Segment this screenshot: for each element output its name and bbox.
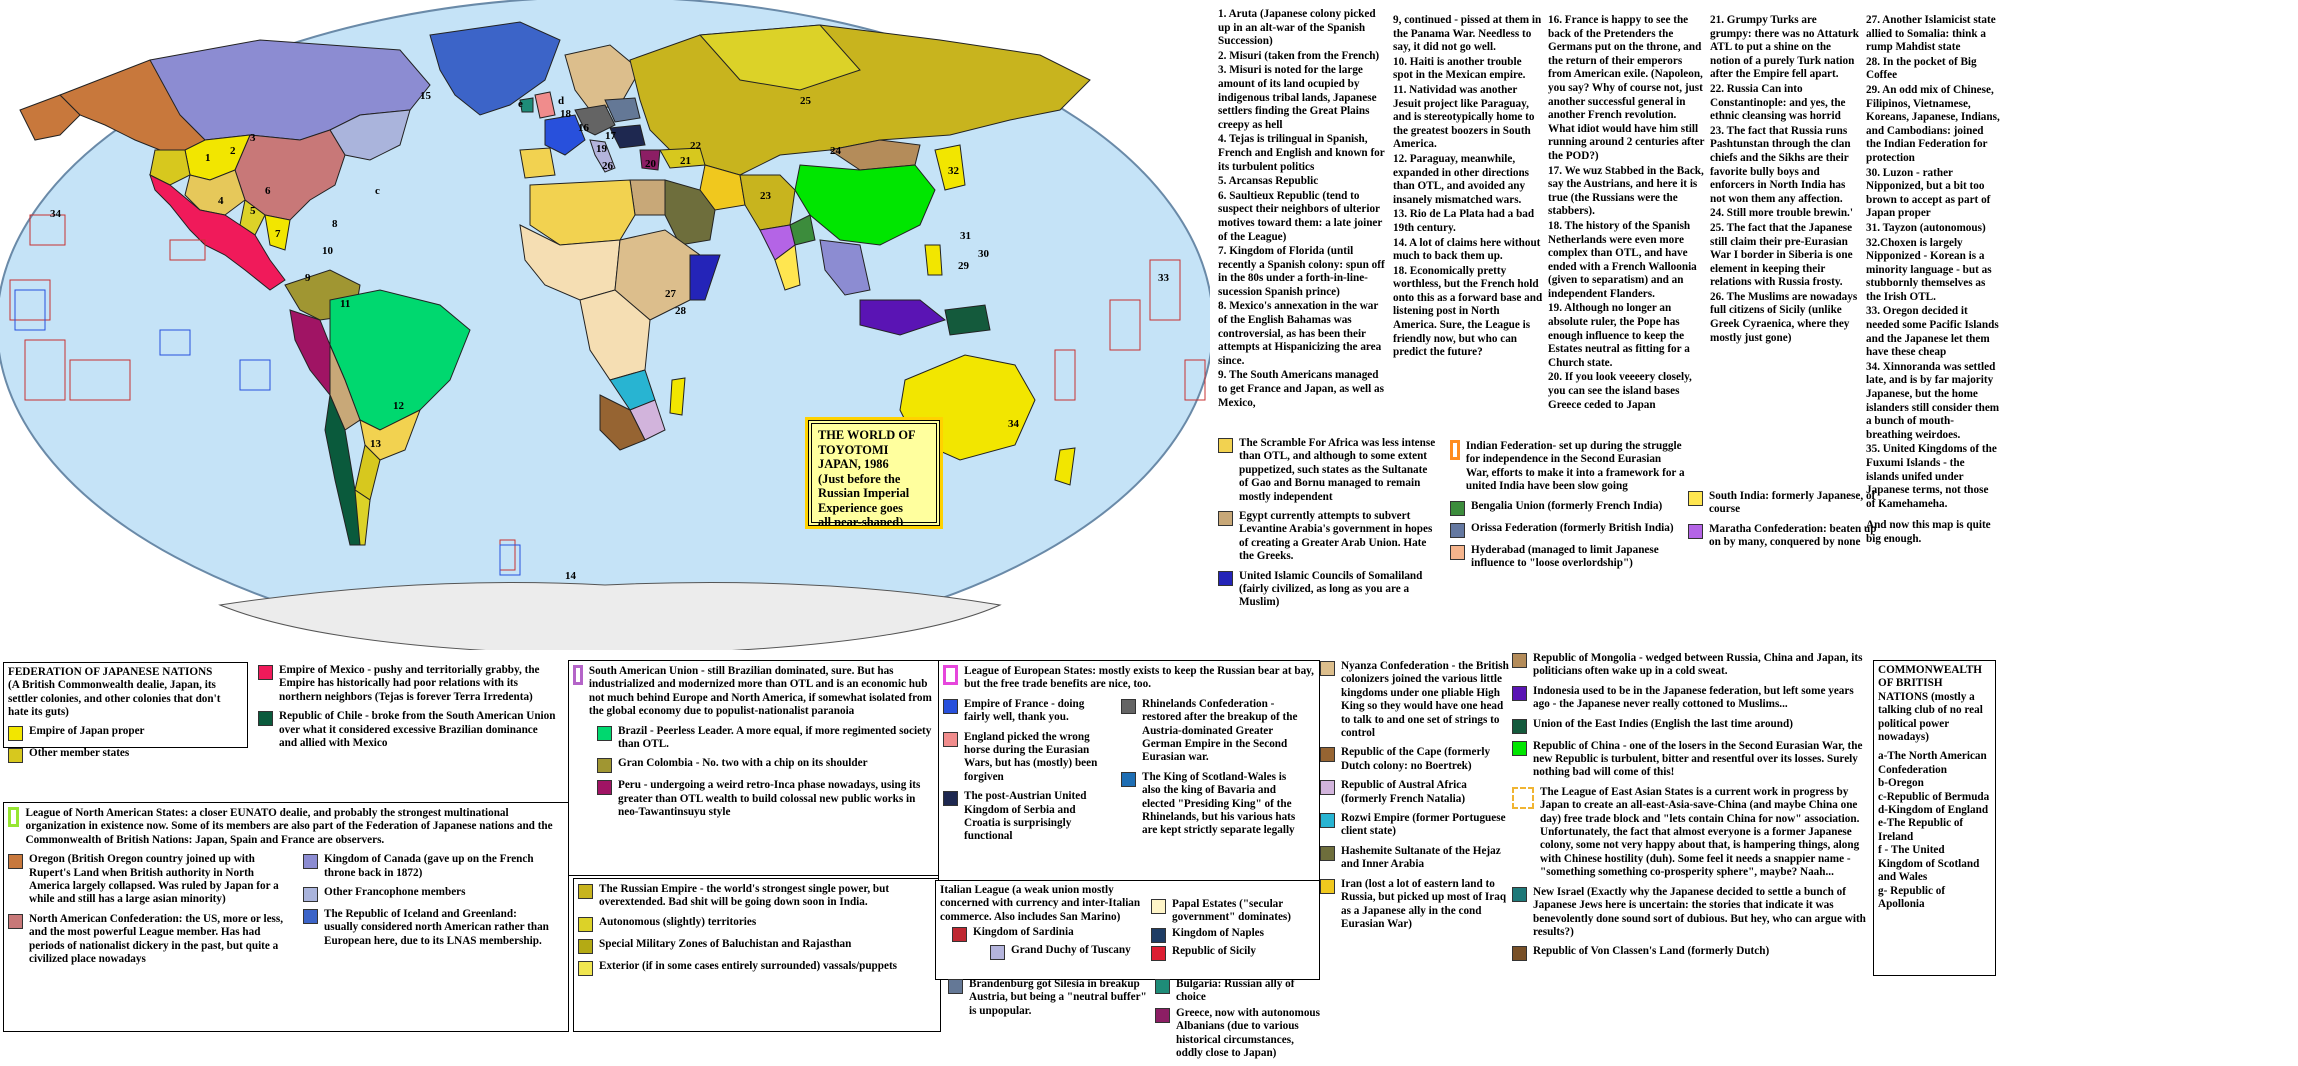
legend-row bbox=[1450, 544, 1685, 571]
map-label: 2 bbox=[230, 145, 236, 157]
swatch-outline bbox=[943, 665, 958, 685]
note: 18. Economically pretty worthless, but the French hold onto this as a forward base and listening post in North America. Sure, the League is friendly now, but who can predict the future? bbox=[1393, 264, 1543, 359]
legend-row bbox=[1320, 660, 1510, 740]
note: 27. Another Islamicist state allied to Somalia: think a rump Mahdist state bbox=[1866, 14, 1996, 54]
swatch bbox=[578, 884, 593, 899]
map-label: 4 bbox=[218, 195, 224, 207]
legend-row bbox=[8, 853, 293, 907]
map-title-line: all pear-shaped) bbox=[818, 515, 904, 529]
legend-text: Exterior (if in some cases entirely surrounded) vassals/puppets bbox=[599, 959, 898, 972]
note: 26. The Muslims are nowadays full citizens of Sicily (unlike Greek Cyraenica, where they mostly just gone) bbox=[1710, 290, 1858, 344]
swatch bbox=[1512, 686, 1527, 701]
swatch bbox=[1512, 887, 1527, 902]
legend-text: Kingdom of Sardinia bbox=[973, 926, 1074, 939]
swatch bbox=[948, 979, 963, 994]
swatch bbox=[990, 945, 1005, 960]
egypt bbox=[630, 180, 665, 215]
swatch bbox=[578, 939, 593, 954]
note: 4. Tejas is trilingual in Spanish, French and English and known for its turbulent politics bbox=[1218, 133, 1385, 173]
swatch bbox=[8, 854, 23, 869]
map-label: 26 bbox=[602, 160, 613, 172]
map-label: 14 bbox=[565, 570, 576, 582]
legend-row bbox=[943, 731, 1113, 785]
notes-col-3 bbox=[1548, 14, 1705, 413]
swatch bbox=[1512, 653, 1527, 668]
notes-col-4 bbox=[1710, 14, 1860, 346]
legend-text: Republic of the Cape (formerly Dutch colony: no Boertrek) bbox=[1341, 746, 1491, 772]
legend-row bbox=[1512, 886, 1872, 940]
legend-text: Empire of Mexico - pushy and territorially grabby, the Empire has historically had poor relations with its northern neighbors (Tejas is forever Terra Irredenta) bbox=[279, 664, 540, 703]
legend-text: The King of Scotland-Wales is also the king of Bavaria and elected "Presiding King" of the Rhinelands, but his various hats are kept strictly separate legally bbox=[1142, 770, 1296, 837]
legend-text: Union of the East Indies (English the last time around) bbox=[1533, 717, 1793, 730]
legend-text: Iran (lost a lot of eastern land to Russia, but picked up most of Iraq as a Japanese ally in the cond Eurasian War) bbox=[1341, 877, 1507, 930]
legend-row bbox=[1512, 685, 1872, 712]
legend-text: Rhinelands Confederation - restored after the breakup of the Austria-dominated Greater German Empire in the Second Eurasian war. bbox=[1142, 697, 1298, 764]
russia-items bbox=[578, 883, 936, 976]
legend-row bbox=[1155, 1007, 1320, 1061]
swatch bbox=[597, 758, 612, 773]
legend-row bbox=[1121, 698, 1306, 765]
swatch bbox=[1151, 928, 1166, 943]
legend-text: Republic of China - one of the losers in the Second Eurasian War, the new Republic is turbulent, bitter and resentful over its losses. Surely nothing bad will come of this! bbox=[1533, 739, 1863, 779]
legend-text: Papal Estates ("secular government" dominates) bbox=[1172, 898, 1292, 924]
legend-text: Italian League (a weak union mostly concerned with currency and inter-Italian commerce. Also includes San Marino) bbox=[940, 884, 1141, 923]
legend-row bbox=[1320, 779, 1510, 806]
swatch bbox=[943, 732, 958, 747]
swatch bbox=[8, 748, 23, 763]
map-label: 27 bbox=[665, 288, 676, 300]
east-indies bbox=[945, 305, 990, 335]
legend-text: Republic of Von Classen's Land (formerly Dutch) bbox=[1533, 945, 1770, 958]
swatch bbox=[1320, 813, 1335, 828]
map-label: 9 bbox=[305, 272, 311, 284]
swatch bbox=[1688, 491, 1703, 506]
legend-text: Republic of Austral Africa (formerly French Natalia) bbox=[1341, 779, 1467, 805]
legend-text: Empire of Japan proper bbox=[29, 724, 145, 737]
map-label: 13 bbox=[370, 438, 381, 450]
legend-row bbox=[597, 779, 935, 819]
legend-text: League of North American States: a closer EUNATO dealie, and probably the strongest multinational organization in existence now. Some of its members are also part of the Federation of Japanese nations and the Commonwealth of British Nations: Japan, Spain and France are observers. bbox=[25, 807, 553, 846]
legend-row bbox=[1512, 740, 1872, 780]
map-label: 8 bbox=[332, 218, 338, 230]
antarctica bbox=[220, 583, 1000, 651]
swatch bbox=[1320, 846, 1335, 861]
legend-text: Maratha Confederation: beaten up on by many, conquered by none bbox=[1709, 522, 1877, 549]
legend-text: Hashemite Sultanate of the Hejaz and Inner Arabia bbox=[1341, 844, 1501, 871]
legend-text: South India: formerly Japanese, of course bbox=[1709, 490, 1876, 516]
legend-row bbox=[8, 725, 243, 741]
legend-text: Grand Duchy of Tuscany bbox=[1011, 944, 1131, 957]
north-africa bbox=[530, 180, 635, 245]
note: 29. An odd mix of Chinese, Filipinos, Vietnamese, Koreans, Japanese, Indians, and Cambodians: joined the Indian Federation for protection bbox=[1866, 83, 2000, 164]
swatch bbox=[1151, 899, 1166, 914]
swatch bbox=[1512, 741, 1527, 756]
legend-desc: (A British Commonwealth dealie, Japan, its settler colonies, and other colonies that don't hate its guts) bbox=[8, 679, 221, 719]
legend-row bbox=[1151, 927, 1306, 943]
world-map bbox=[0, 0, 1210, 650]
iberia bbox=[520, 148, 555, 178]
legend-text: Hyderabad (managed to limit Japanese influence to "loose overlordship") bbox=[1471, 543, 1659, 570]
map-label: 3 bbox=[250, 132, 256, 144]
legend-row bbox=[1320, 746, 1510, 773]
legend-russia bbox=[573, 878, 941, 1032]
note: And now this map is quite big enough. bbox=[1866, 519, 1991, 545]
legend-row bbox=[303, 886, 553, 902]
swatch-outline bbox=[1450, 440, 1460, 460]
lnas-right bbox=[303, 853, 553, 972]
legend-row bbox=[940, 944, 1145, 960]
note: 16. France is happy to see the back of the Pretenders the Germans put on the throne, and the return of their emperors from American exile. (Napoleon, you say? Why of course not, just another successful general in another French revolution. What idiot would have him still running around 2 centuries after the POD?) bbox=[1548, 14, 1705, 162]
legend-lef bbox=[938, 660, 1320, 888]
legend-row bbox=[1512, 718, 1872, 734]
legend-text: Bulgaria: Russian ally of choice bbox=[1176, 978, 1295, 1004]
note: 5. Arcansas Republic bbox=[1218, 175, 1319, 188]
legend-text: South American Union - still Brazilian dominated, sure. But has industrialized and modernized more than OTL and is an economic hub not much behind Europe and North America, if somewhat isolated from the global economy due to populist-nationalist paranoia bbox=[588, 665, 932, 718]
note: 24. Still more trouble brewin.' bbox=[1710, 207, 1853, 220]
map-title-line: THE WORLD OF bbox=[818, 428, 916, 442]
legend-italy bbox=[935, 880, 1320, 980]
list-item: g- Republic of Apollonia bbox=[1878, 884, 1946, 910]
map-label: 6 bbox=[265, 185, 271, 197]
legend-row bbox=[578, 916, 936, 932]
swatch bbox=[1155, 979, 1170, 994]
swatch bbox=[1320, 879, 1335, 894]
legend-text: Greece, now with autonomous Albanians (due to various historical circumstances, oddly close to Japan) bbox=[1176, 1006, 1320, 1060]
swatch bbox=[578, 917, 593, 932]
list-item: b-Oregon bbox=[1878, 777, 1924, 790]
swatch bbox=[1218, 438, 1233, 453]
legend-text: Brazil - Peerless Leader. A more equal, if more regimented society than OTL. bbox=[618, 724, 932, 751]
map-label: 33 bbox=[1158, 272, 1169, 284]
map-label: 34 bbox=[50, 208, 61, 220]
legend-text: Indian Federation- set up during the struggle for independence in the Second Eurasian War, efforts to make it into a framework for a united India have been slow going bbox=[1465, 440, 1685, 493]
note: 13. Rio de La Plata had a bad 19th century. bbox=[1393, 208, 1535, 234]
legend-row bbox=[1155, 978, 1320, 1005]
swatch bbox=[1450, 545, 1465, 560]
legend-row bbox=[1320, 878, 1510, 932]
legend-row bbox=[578, 938, 936, 954]
note: 10. Haiti is another trouble spot in the Mexican empire. bbox=[1393, 55, 1526, 82]
legend-row bbox=[940, 926, 1145, 942]
note: 21. Grumpy Turks are grumpy: there was no Attaturk ATL to put a shine on the notion of a purely Turk nation after the Empire fell apart. bbox=[1710, 14, 1859, 81]
map-label: 10 bbox=[322, 245, 333, 257]
map-label: 22 bbox=[690, 140, 701, 152]
lef-left bbox=[943, 698, 1113, 850]
legend-row bbox=[1121, 771, 1306, 838]
note: 1. Aruta (Japanese colony picked up in an alt-war of the Spanish Succession) bbox=[1218, 8, 1376, 48]
legend-row bbox=[8, 747, 243, 763]
legend-text: Bengalia Union (formerly French India) bbox=[1471, 499, 1663, 512]
swatch bbox=[597, 780, 612, 795]
lnas-left bbox=[8, 853, 293, 972]
note: 23. The fact that Russia runs Pashtunstan through the clan chiefs and the Sikhs are their favorite bully boys and enforcers in North India has not won them any affection. bbox=[1710, 124, 1851, 205]
legend-row bbox=[1688, 490, 1878, 517]
map-title-line: TOYOTOMI bbox=[818, 442, 889, 457]
swatch bbox=[952, 927, 967, 942]
map-label: 15 bbox=[420, 90, 431, 102]
legend-text: Kingdom of Naples bbox=[1172, 926, 1264, 939]
map-label: 23 bbox=[760, 190, 771, 202]
map-svg bbox=[0, 0, 1210, 650]
lef-right bbox=[1121, 698, 1306, 850]
legend-row bbox=[258, 710, 558, 750]
note: 17. We wuz Stabbed in the Back, say the Austrians, and here it is true (the Russians were the stabbers). bbox=[1548, 164, 1704, 218]
map-label: 17 bbox=[605, 130, 616, 142]
legend-text: Orissa Federation (formerly British India) bbox=[1471, 521, 1674, 534]
note: 14. A lot of claims here without much to back them up. bbox=[1393, 236, 1541, 263]
sau-items bbox=[573, 725, 935, 820]
legend-text: Peru - undergoing a weird retro-Inca phase nowadays, using its greater than OTL wealth to build colossal new public works in neo-Tawantinsuyu style bbox=[618, 779, 921, 819]
swatch bbox=[303, 909, 318, 924]
legend-cbn bbox=[1873, 660, 1996, 976]
note: 7. Kingdom of Florida (until recently a Spanish colony: spun off in the 80s under a forth-in-line-sucession Spanish prince) bbox=[1218, 245, 1385, 298]
legend-text: Egypt currently attempts to subvert Levantine Arabia's government in hopes of creating a Greater Arab Union. Hate the Greeks. bbox=[1239, 510, 1433, 563]
legend-text: League of European States: mostly exists to keep the Russian bear at bay, but the free trade benefits are nice, too. bbox=[964, 665, 1314, 691]
note: 3. Misuri is noted for the large amount of its land ocupied by indigenous tribal lands, Japanese settlers finding the Great Plains creepy as hell bbox=[1218, 64, 1377, 131]
legend-text: Empire of France - doing fairly well, thank you. bbox=[964, 697, 1085, 724]
legend-row bbox=[943, 698, 1113, 725]
map-title-line: (Just before the bbox=[818, 471, 901, 486]
legend-row bbox=[1218, 510, 1438, 564]
swatch bbox=[1121, 699, 1136, 714]
legend-mexico bbox=[258, 664, 558, 756]
legend-text: Nyanza Confederation - the British colonizers joined the various little kingdoms under one pliable High King so they would have one head to talk to and one set of strings to control bbox=[1341, 660, 1509, 740]
map-label: 20 bbox=[645, 158, 656, 170]
map-label: 32 bbox=[948, 165, 959, 177]
legend-row bbox=[1218, 437, 1438, 504]
legend-text: Indonesia used to be in the Japanese federation, but left some years ago - the Japanese never really cottoned to Muslims... bbox=[1533, 684, 1854, 711]
legend-row bbox=[948, 978, 1148, 1018]
map-label: 31 bbox=[960, 230, 971, 242]
madagascar bbox=[670, 378, 685, 415]
note: 2. Misuri (taken from the French) bbox=[1218, 49, 1380, 62]
cbn-items bbox=[1878, 750, 1991, 911]
legend-row bbox=[1151, 945, 1306, 961]
legend-lnas bbox=[3, 802, 569, 1032]
swatch bbox=[1320, 661, 1335, 676]
philippines bbox=[925, 245, 942, 275]
swatch bbox=[258, 665, 273, 680]
legend-brandenburg bbox=[948, 978, 1148, 1024]
legend-row bbox=[1450, 522, 1685, 538]
map-title-line: Experience goes bbox=[818, 500, 903, 515]
note: 34. Xinnoranda was settled late, and is by far majority Japanese, but the home islanders still consider them a bunch of mouth-breathing weirdoes. bbox=[1866, 360, 2000, 441]
swatch bbox=[1218, 571, 1233, 586]
legend-text: Other Francophone members bbox=[324, 886, 466, 899]
legend-india-right bbox=[1688, 490, 1878, 556]
italy-left bbox=[940, 884, 1145, 967]
map-label: 12 bbox=[393, 400, 404, 412]
legend-row bbox=[597, 757, 935, 773]
note: 33. Oregon decided it needed some Pacific Islands and the Japanese let them have these cheap bbox=[1866, 305, 1999, 359]
map-label: 16 bbox=[578, 122, 589, 134]
swatch bbox=[1512, 719, 1527, 734]
legend-row bbox=[303, 853, 553, 880]
swatch-outline bbox=[573, 665, 583, 685]
legend-text: United Islamic Councils of Somaliland (fairly civilized, as long as you are a Muslim) bbox=[1239, 569, 1423, 609]
legend-text: Oregon (British Oregon country joined up with Rupert's Land when British authority in North America largely collapsed. Was ruled by Japan for a while and still has a large asian minority) bbox=[29, 853, 279, 906]
legend-text: Kingdom of Canada (gave up on the French throne back in 1872) bbox=[324, 853, 534, 879]
legend-row bbox=[578, 960, 936, 976]
swatch bbox=[303, 854, 318, 869]
legend-africa-2 bbox=[1320, 660, 1510, 937]
note: 35. United Kingdoms of the Fuxumi Islands - the islands unifed under Japanese terms, not those of Kamehameha. bbox=[1866, 443, 1997, 510]
legend-text: England picked the wrong horse during the Eurasian Wars, but has (mostly) been forgiven bbox=[964, 730, 1098, 783]
legend-text: Gran Colombia - No. two with a chip on its shoulder bbox=[618, 757, 868, 770]
legend-row bbox=[1320, 845, 1510, 872]
legend-text: The Republic of Iceland and Greenland: usually considered north American rather than European here, due to its LNAS membership. bbox=[324, 908, 549, 947]
swatch bbox=[1121, 772, 1136, 787]
swatch bbox=[8, 914, 23, 929]
legend-row bbox=[303, 908, 553, 948]
swatch bbox=[1155, 1008, 1170, 1023]
note: 25. The fact that the Japanese still claim their pre-Eurasian War I border in Siberia is one element in keeping their relations with Russia frosty. bbox=[1710, 221, 1853, 289]
map-label: 25 bbox=[800, 95, 811, 107]
legend-text: Autonomous (slightly) territories bbox=[599, 915, 757, 928]
swatch bbox=[1450, 501, 1465, 516]
note: 12. Paraguay, meanwhile, expanded in other directions than OTL, and avoided any insanely mismatched wars. bbox=[1393, 152, 1530, 206]
map-label: 5 bbox=[250, 205, 256, 217]
map-label: 7 bbox=[275, 228, 281, 240]
legend-text: Special Military Zones of Baluchistan and Rajasthan bbox=[599, 937, 852, 950]
legend-sau bbox=[568, 660, 940, 876]
swatch bbox=[597, 726, 612, 741]
legend-text: Republic of Sicily bbox=[1172, 944, 1256, 957]
swatch-dashed bbox=[1512, 787, 1534, 809]
swatch-outline bbox=[8, 807, 19, 827]
legend-row bbox=[573, 665, 935, 719]
swatch bbox=[303, 887, 318, 902]
map-title-line: JAPAN, 1986 bbox=[818, 457, 889, 471]
legend-row bbox=[1512, 786, 1872, 880]
note: 9, continued - pissed at them in the Panama War. Needless to say, it did not go well. bbox=[1393, 14, 1542, 54]
list-item: e-The Republic of Ireland bbox=[1878, 817, 1964, 843]
swatch bbox=[578, 961, 593, 976]
note: 28. In the pocket of Big Coffee bbox=[1866, 55, 1977, 82]
swatch bbox=[943, 699, 958, 714]
note: 32.Choxen is largely Nipponized - Korean is a minority language - but as stubbornly themselves as the Irish OTL. bbox=[1866, 236, 1992, 303]
swatch bbox=[1688, 524, 1703, 539]
note: 20. If you look veeeery closely, you can see the island bases Greece ceded to Japan bbox=[1548, 371, 1692, 411]
map-label: 30 bbox=[978, 248, 989, 260]
legend-text: The Russian Empire - the world's strongest single power, but overextended. Bad shit will be going down soon in India. bbox=[599, 883, 890, 909]
swatch bbox=[1512, 946, 1527, 961]
map-label: d bbox=[558, 95, 565, 107]
map-label: 19 bbox=[596, 143, 607, 155]
map-label: e bbox=[518, 98, 523, 110]
legend-row bbox=[578, 883, 936, 910]
swatch bbox=[8, 726, 23, 741]
note: 31. Tayzon (autonomous) bbox=[1866, 221, 1986, 234]
swatch bbox=[1151, 946, 1166, 961]
map-label: 28 bbox=[675, 305, 686, 317]
legend-row bbox=[258, 664, 558, 704]
legend-text: Republic of Chile - broke from the South American Union over what it considered excessive Brazilian dominance and allied with Mexico bbox=[279, 710, 556, 750]
legend-row bbox=[1688, 523, 1878, 550]
note: 19. Although no longer an absolute ruler, the Pope has enough influence to keep the Estates neutral as fitting for a Church state. bbox=[1548, 302, 1690, 369]
legend-text: Other member states bbox=[29, 746, 130, 759]
map-label: 34 bbox=[1008, 418, 1019, 430]
legend-fjn bbox=[3, 662, 248, 759]
legend-text: The post-Austrian United Kingdom of Serbia and Croatia is surprisingly functional bbox=[964, 790, 1087, 843]
map-label: 24 bbox=[830, 145, 841, 157]
legend-text: Brandenburg got Silesia in breakup Austria, but being a "neutral buffer" is unpopular. bbox=[969, 978, 1147, 1017]
swatch bbox=[1218, 511, 1233, 526]
italy-right bbox=[1151, 898, 1306, 967]
legend-text: North American Confederation: the US, more or less, and the most powerful League member. Has had periods of nationalist dickery in the past, but quite a civilized place nowadays bbox=[29, 912, 284, 966]
note: 8. Mexico's annexation in the war of the English Bahamas was controversial, as has been their attempts at Hispanicizing the area since. bbox=[1218, 300, 1382, 367]
notes-col-2 bbox=[1393, 14, 1543, 361]
legend-text: The Scramble For Africa was less intense than OTL, and although to some extent puppetized, such states as the Sultanate of Gao and Bornu managed to remain mostly independent bbox=[1239, 437, 1436, 503]
legend-title: FEDERATION OF JAPANESE NATIONS bbox=[8, 666, 213, 678]
legend-row bbox=[1218, 570, 1438, 610]
legend-text: The League of East Asian States is a current work in progress by Japan to create an all-east-Asia-save-China (and maybe China one day) free trade block and "lets contain China for now" association. Unfortunately, the fact that almost everyone is a former Japanese colony, some not very happy about that, is hampering things, along with Chinese hostility (duh). Some feel it needs a snappier name - "something something co-prosperity sphere", maybe? Naah... bbox=[1540, 785, 1860, 879]
legend-row bbox=[597, 725, 935, 752]
note: 9. The South Americans managed to get France and Japan, as well as Mexico, bbox=[1218, 369, 1384, 409]
legend-row bbox=[943, 790, 1113, 844]
note: 22. Russia Can into Constantinople: and yes, the ethnic cleansing was horrid bbox=[1710, 82, 1846, 123]
swatch bbox=[1320, 780, 1335, 795]
legend-row bbox=[1450, 500, 1685, 516]
legend-india bbox=[1450, 440, 1685, 576]
map-label: 18 bbox=[560, 108, 571, 120]
notes-col-1 bbox=[1218, 8, 1388, 411]
map-label: 11 bbox=[340, 298, 351, 310]
legend-text: Republic of Mongolia - wedged between Russia, China and Japan, its politicians often wake up in a cold sweat. bbox=[1533, 652, 1863, 678]
legend-row bbox=[1512, 945, 1872, 961]
swatch bbox=[258, 711, 273, 726]
legend-row bbox=[1512, 652, 1872, 679]
legend-row bbox=[943, 665, 1315, 692]
legend-asia bbox=[1512, 652, 1872, 967]
legend-text: New Israel (Exactly why the Japanese decided to settle a bunch of Japanese Jews here is uncertain: the stories that indicate it was benevolently done sound sort of dubious. But hey, who can argue with results?) bbox=[1533, 885, 1866, 938]
legend-title: COMMONWEALTH OF BRITISH NATIONS (mostly a talking club of no real political power nowadays) bbox=[1878, 664, 1983, 744]
legend-row bbox=[1320, 812, 1510, 839]
map-label: 21 bbox=[680, 155, 691, 167]
swatch bbox=[943, 791, 958, 806]
list-item: f - The United Kingdom of Scotland and Wales bbox=[1878, 844, 1980, 884]
note: 6. Saultieux Republic (tend to suspect their neighbors of ulterior motives toward them: a late joiner of the League) bbox=[1218, 189, 1383, 243]
legend-row bbox=[1450, 440, 1685, 494]
legend-balkans bbox=[1155, 978, 1320, 1066]
note: 11. Natividad was another Jesuit project like Paraguay, and is stereotypically home to the greatest boozers in South America. bbox=[1393, 83, 1535, 151]
map-title-box bbox=[808, 420, 940, 529]
swatch bbox=[1450, 523, 1465, 538]
swatch bbox=[1320, 747, 1335, 762]
legend-africa bbox=[1218, 437, 1438, 616]
legend-row bbox=[8, 807, 564, 847]
map-label: 1 bbox=[205, 152, 211, 164]
note: 30. Luzon - rather Nipponized, but a bit too brown to accept as part of Japan proper bbox=[1866, 166, 1991, 220]
legend-text: Rozwi Empire (former Portuguese client state) bbox=[1341, 812, 1506, 838]
list-item: d-Kingdom of England bbox=[1878, 804, 1989, 817]
legend-row bbox=[1151, 898, 1306, 925]
map-title-line: Russian Imperial bbox=[818, 486, 910, 500]
map-label: 29 bbox=[958, 260, 969, 272]
note: 18. The history of the Spanish Netherlands were even more complex than OTL, and have ended with a French Walloonia (given to separatism) and an independent Flanders. bbox=[1548, 219, 1697, 300]
list-item: c-Republic of Bermuda bbox=[1878, 790, 1990, 803]
map-label: c bbox=[375, 185, 380, 197]
notes-col-5 bbox=[1866, 14, 2000, 548]
list-item: a-The North American Confederation bbox=[1878, 750, 1987, 776]
legend-row bbox=[8, 913, 293, 967]
